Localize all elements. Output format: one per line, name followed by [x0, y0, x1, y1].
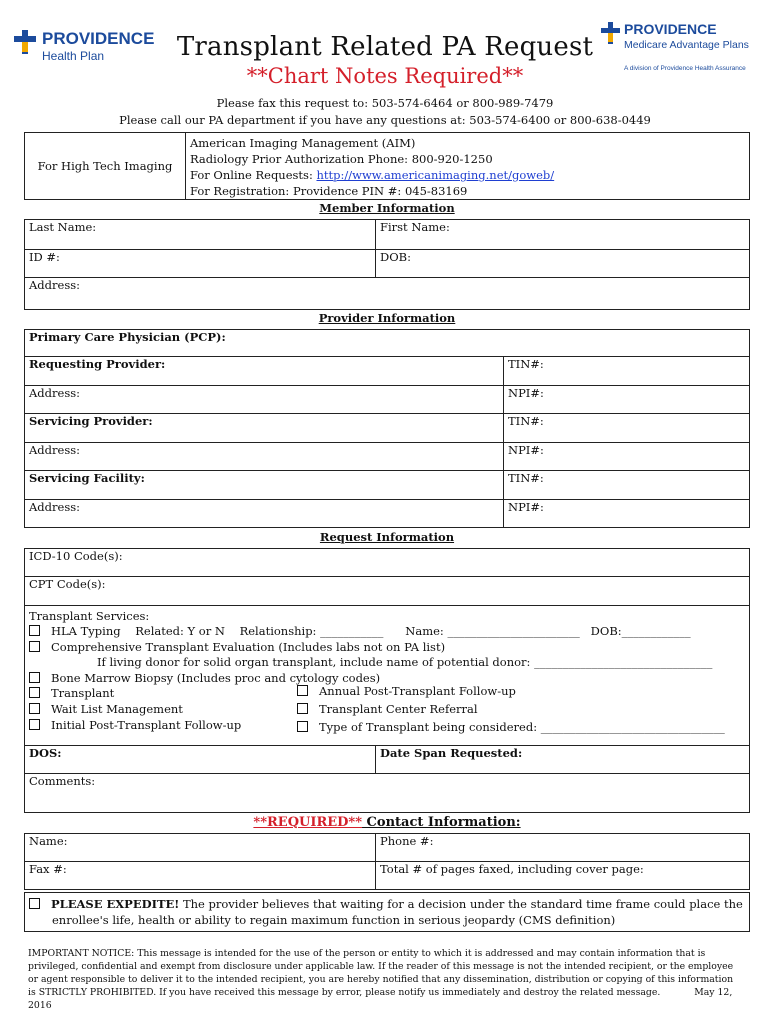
expedite-table: [24, 892, 750, 932]
request-heading: Request Information: [319, 530, 455, 544]
center-referral-row: [297, 702, 478, 718]
logo-right-tag: A division of Providence Health Assurance: [624, 65, 746, 72]
hla-label: HLA Typing: [51, 624, 121, 639]
requesting-npi-field[interactable]: NPI#:: [504, 385, 750, 413]
facility-npi-field[interactable]: NPI#:: [504, 499, 750, 527]
contact-heading: [25, 813, 750, 833]
expedite-line2: enrollee's life, health or ability to regain maximum function in serious jeopardy (CMS definition): [52, 913, 616, 927]
transplant-services: [25, 605, 750, 745]
member-dob-field[interactable]: DOB:: [376, 249, 750, 277]
comprehensive-row: [29, 640, 745, 656]
icd-field[interactable]: ICD-10 Code(s):: [25, 548, 750, 576]
transplant-services-label: Transplant Services:: [29, 608, 150, 623]
contact-table: [24, 813, 750, 890]
form-date: May 12, 2016: [28, 987, 733, 1011]
logo-right-sub: Medicare Advantage Plans: [624, 39, 749, 51]
contact-fax-field[interactable]: Fax #:: [25, 861, 376, 889]
annual-row: [297, 684, 516, 700]
type-row: [297, 720, 725, 736]
donor-name-label: Name: _______________________: [405, 624, 580, 639]
wait-list-checkbox[interactable]: [29, 703, 40, 714]
facility-address-field[interactable]: Address:: [25, 499, 504, 527]
type-checkbox[interactable]: [297, 721, 308, 732]
center-referral-label: Transplant Center Referral: [319, 702, 478, 717]
member-heading: Member Information: [319, 201, 455, 215]
provider-heading: Provider Information: [318, 311, 456, 325]
transplant-label: Transplant: [51, 686, 115, 701]
transplant-checkbox[interactable]: [29, 687, 40, 698]
requesting-provider-field[interactable]: Requesting Provider:: [25, 356, 504, 385]
comprehensive-checkbox[interactable]: [29, 641, 40, 652]
first-name-field[interactable]: First Name:: [376, 219, 750, 249]
member-id-field[interactable]: ID #:: [25, 249, 376, 277]
logo-left-sub: Health Plan: [42, 49, 105, 63]
aim-line4: For Registration: Providence PIN #: 045-83169: [190, 184, 468, 198]
hla-checkbox[interactable]: [29, 625, 40, 636]
bone-marrow-checkbox[interactable]: [29, 672, 40, 683]
living-donor-label: If living donor for solid organ transplant, include name of potential donor: _______________________________: [97, 655, 713, 670]
relationship-label: Relationship: ___________: [239, 624, 384, 639]
aim-label: For High Tech Imaging: [25, 133, 186, 200]
facility-tin-field[interactable]: TIN#:: [504, 470, 750, 499]
bone-marrow-label: Bone Marrow Biopsy (Includes proc and cytology codes): [51, 670, 381, 685]
logo-left-brand: PROVIDENCE: [42, 29, 155, 48]
expedite-bold: PLEASE EXPEDITE!: [51, 897, 180, 911]
providence-medicare-logo: [600, 20, 760, 76]
comprehensive-label: Comprehensive Transplant Evaluation (Includes labs not on PA list): [51, 639, 446, 654]
member-address-field[interactable]: Address:: [25, 277, 750, 309]
aim-link[interactable]: http://www.americanimaging.net/goweb/: [316, 168, 555, 182]
initial-row: [29, 718, 241, 734]
servicing-npi-field[interactable]: NPI#:: [504, 442, 750, 470]
aim-line3-prefix: For Online Requests:: [190, 168, 317, 182]
aim-line3: [190, 167, 745, 183]
phone-instructions: Please call our PA department if you have any questions at: 503-574-6400 or 800-638-0449: [119, 113, 651, 127]
initial-label: Initial Post-Transplant Follow-up: [51, 718, 242, 733]
aim-table: [24, 132, 750, 200]
provider-table: [24, 309, 750, 528]
request-table: [24, 528, 750, 813]
last-name-field[interactable]: Last Name:: [25, 219, 376, 249]
requesting-address-field[interactable]: Address:: [25, 385, 504, 413]
providence-health-plan-logo: [14, 28, 174, 68]
member-table: [24, 199, 750, 310]
contact-required: **REQUIRED**: [253, 815, 363, 830]
logo-right-brand: PROVIDENCE: [624, 21, 717, 37]
contact-name-field[interactable]: Name:: [25, 833, 376, 861]
annual-label: Annual Post-Transplant Follow-up: [319, 684, 516, 699]
transplant-row: [29, 686, 114, 702]
aim-details: [186, 133, 750, 200]
expedite-line1: [29, 896, 745, 912]
requesting-tin-field[interactable]: TIN#:: [504, 356, 750, 385]
cpt-field[interactable]: CPT Code(s):: [25, 576, 750, 605]
initial-checkbox[interactable]: [29, 719, 40, 730]
pcp-field[interactable]: Primary Care Physician (PCP):: [25, 329, 750, 356]
chart-notes-required: **Chart Notes Required**: [246, 64, 524, 88]
hla-row: [29, 624, 745, 640]
expedite-checkbox[interactable]: [29, 898, 40, 909]
servicing-provider-field[interactable]: Servicing Provider:: [25, 413, 504, 442]
comments-field[interactable]: Comments:: [25, 773, 750, 812]
checkbox-grid: [29, 686, 745, 736]
related-label: Related: Y or N: [135, 624, 225, 639]
dos-field[interactable]: DOS:: [25, 745, 376, 773]
date-span-field[interactable]: Date Span Requested:: [376, 745, 750, 773]
aim-line1: American Imaging Management (AIM): [190, 136, 416, 150]
annual-checkbox[interactable]: [297, 685, 308, 696]
wait-list-row: [29, 702, 183, 718]
fax-instructions: Please fax this request to: 503-574-6464 or 800-989-7479: [216, 96, 554, 110]
wait-list-label: Wait List Management: [51, 702, 183, 717]
aim-line2: Radiology Prior Authorization Phone: 800-920-1250: [190, 152, 493, 166]
contact-heading-text: Contact Information:: [362, 815, 521, 830]
servicing-facility-field[interactable]: Servicing Facility:: [25, 470, 504, 499]
expedite-box: [25, 893, 750, 932]
servicing-address-field[interactable]: Address:: [25, 442, 504, 470]
page-title: Transplant Related PA Request: [176, 32, 594, 62]
notice-text: IMPORTANT NOTICE: This message is intended for the use of the person or entity to which it is addressed and may contain information that is privileged, confidential and exempt from disclosure under applicable law. If the reader of this message is not the intended recipient, or the employee or agent responsible to deliver it to the intended recipient, you are hereby notified that any dissemination, distribution or copying of this information is STRICTLY PROHIBITED. If you have received this message by error, please notify us immediately and destroy the related message.: [28, 948, 734, 998]
important-notice: [28, 947, 742, 1012]
expedite-text: The provider believes that waiting for a decision under the standard time frame could place the: [179, 897, 743, 911]
pages-faxed-field[interactable]: Total # of pages faxed, including cover page:: [376, 861, 750, 889]
type-label: Type of Transplant being considered: ________________________________: [319, 720, 725, 735]
donor-dob-label: DOB:____________: [590, 624, 691, 639]
contact-phone-field[interactable]: Phone #:: [376, 833, 750, 861]
servicing-tin-field[interactable]: TIN#:: [504, 413, 750, 442]
center-referral-checkbox[interactable]: [297, 703, 308, 714]
